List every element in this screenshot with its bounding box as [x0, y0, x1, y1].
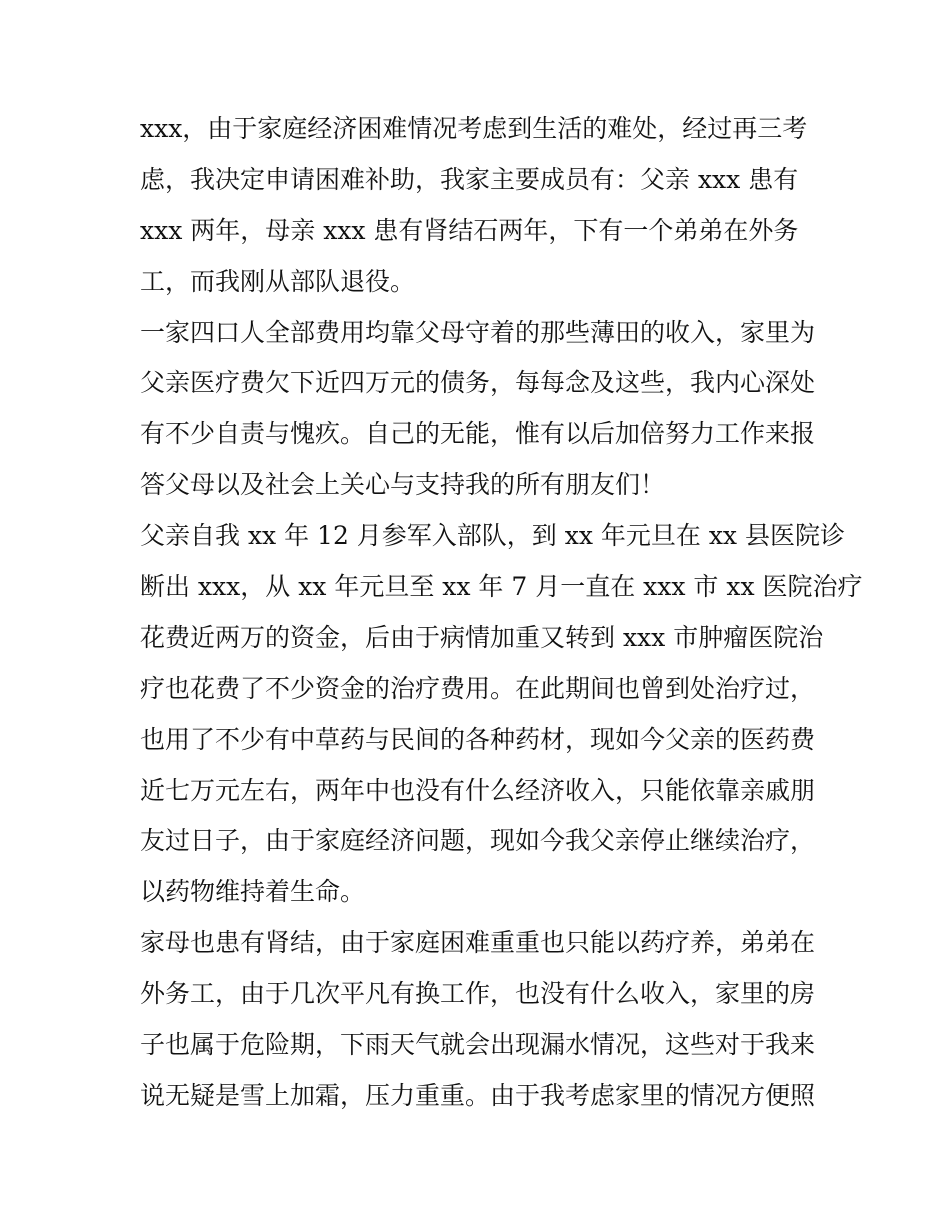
document-body	[140, 104, 863, 1122]
text-line: 疗也花费了不少资金的治疗费用。在此期间也曾到处治疗过，	[140, 673, 816, 703]
paragraph-family-income	[140, 308, 820, 512]
text-line: xxx 两年，母亲 xxx 患有肾结石两年，下有一个弟弟在外务	[140, 215, 799, 245]
text-line: 友过日子，由于家庭经济问题，现如今我父亲停止继续治疗，	[140, 826, 816, 856]
paragraph-father-illness	[140, 511, 863, 918]
text-line: 外务工，由于几次平凡有换工作，也没有什么收入，家里的房	[140, 979, 816, 1009]
text-line: 父亲自我 xx 年 12 月参军入部队，到 xx 年元旦在 xx 县医院诊	[140, 521, 845, 551]
text-line: 断出 xxx，从 xx 年元旦至 xx 年 7 月一直在 xxx 市 xx 医院治疗	[140, 572, 863, 602]
text-line: 花费近两万的资金，后由于病情加重又转到 xxx 市肿瘤医院治	[140, 622, 824, 652]
text-line: 虑，我决定申请困难补助，我家主要成员有：父亲 xxx 患有	[140, 164, 799, 194]
text-line: 说无疑是雪上加霜，压力重重。由于我考虑家里的情况方便照	[140, 1080, 816, 1110]
text-line: 家母也患有肾结，由于家庭困难重重也只能以药疗养，弟弟在	[140, 928, 816, 958]
paragraph-application-reason	[140, 104, 820, 308]
text-line: xxx，由于家庭经济困难情况考虑到生活的难处，经过再三考	[140, 114, 808, 143]
text-line: 父亲医疗费欠下近四万元的债务，每每念及这些，我内心深处	[140, 368, 816, 398]
text-line: 也用了不少有中草药与民间的各种药材，现如今父亲的医药费	[140, 724, 816, 754]
paragraph-mother-and-house	[140, 918, 820, 1122]
text-line: 子也属于危险期，下雨天气就会出现漏水情况，这些对于我来	[140, 1030, 816, 1060]
text-line: 以药物维持着生命。	[140, 877, 366, 907]
text-line: 有不少自责与愧疚。自己的无能，惟有以后加倍努力工作来报	[140, 419, 816, 449]
text-line: 近七万元左右，两年中也没有什么经济收入，只能依靠亲戚朋	[140, 775, 816, 805]
text-line: 工，而我刚从部队退役。	[140, 266, 416, 296]
text-line: 答父母以及社会上关心与支持我的所有朋友们！	[140, 470, 666, 500]
text-line: 一家四口人全部费用均靠父母守着的那些薄田的收入，家里为	[140, 317, 816, 347]
